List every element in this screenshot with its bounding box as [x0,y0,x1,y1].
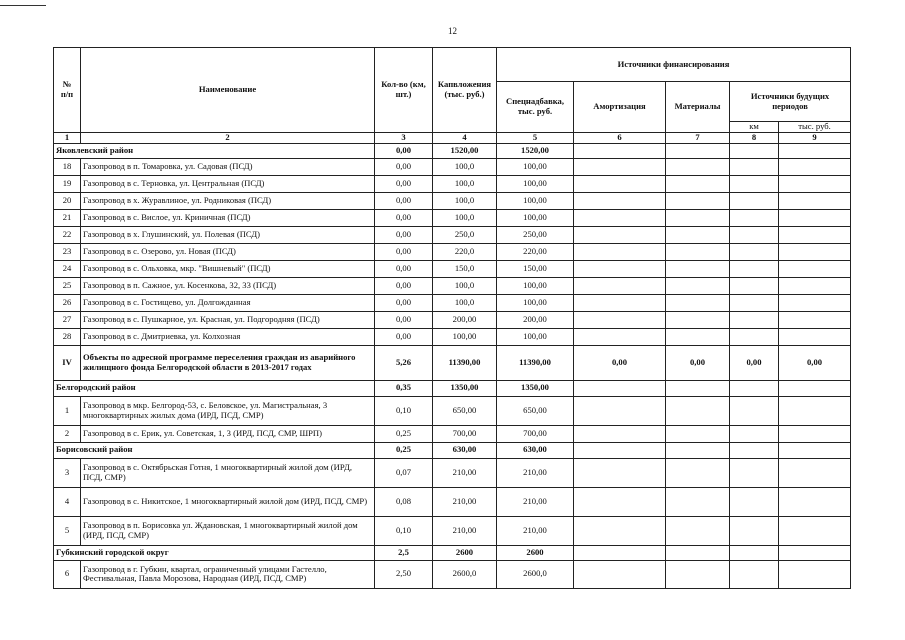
amort-cell [574,175,666,192]
table-row [54,277,851,294]
trub-cell [779,175,851,192]
materials-cell [666,516,730,545]
surcharge-cell: 100,00 [497,328,574,345]
qty-cell: 0,00 [375,175,433,192]
header-trub: тыс. руб. [779,122,851,133]
trub-cell [779,294,851,311]
km-cell [730,209,779,226]
surcharge-cell: 100,00 [497,209,574,226]
header-name: Наименование [81,48,375,133]
materials-cell [666,243,730,260]
surcharge-cell: 210,00 [497,458,574,487]
row-name: Газопровод в п. Томаровка, ул. Садовая (ПСД) [81,158,375,175]
row-name: Газопровод в с. Озерово, ул. Новая (ПСД) [81,243,375,260]
km-cell [730,277,779,294]
row-name: Газопровод в х. Журавлиное, ул. Родниковая (ПСД) [81,192,375,209]
materials-cell [666,458,730,487]
trub-cell [779,209,851,226]
trub-cell [779,243,851,260]
section-row [54,442,851,458]
row-number: 4 [54,487,81,516]
surcharge-cell: 250,00 [497,226,574,243]
section-row [54,380,851,396]
invest-cell: 2600 [433,545,497,560]
km-cell [730,294,779,311]
materials-cell [666,442,730,458]
surcharge-cell: 150,00 [497,260,574,277]
qty-cell: 0,10 [375,516,433,545]
trub-cell [779,143,851,158]
qty-cell: 5,26 [375,345,433,380]
trub-cell [779,516,851,545]
invest-cell: 250,0 [433,226,497,243]
row-name: Газопровод в мкр. Белгород-53, с. Беловское, ул. Магистральная, 3 многоквартирных жилых дома (ИРД, ПСД, СМР) [81,396,375,425]
table-row [54,243,851,260]
materials-cell [666,425,730,442]
trub-cell [779,560,851,588]
trub-cell [779,226,851,243]
qty-cell: 0,00 [375,277,433,294]
group-row [54,345,851,380]
materials-cell [666,277,730,294]
amort-cell [574,328,666,345]
materials-cell [666,311,730,328]
surcharge-cell: 210,00 [497,487,574,516]
section-row [54,545,851,560]
column-index: 2 [81,133,375,144]
page-number: 12 [448,26,457,36]
amort-cell [574,226,666,243]
km-cell [730,192,779,209]
column-index-row [54,133,851,144]
surcharge-cell: 100,00 [497,158,574,175]
column-index: 8 [730,133,779,144]
table-row [54,328,851,345]
column-index: 6 [574,133,666,144]
row-name: Газопровод в с. Ольховка, мкр. "Вишневый" (ПСД) [81,260,375,277]
surcharge-cell: 100,00 [497,294,574,311]
km-cell [730,328,779,345]
trub-cell [779,158,851,175]
invest-cell: 100,0 [433,277,497,294]
amort-cell [574,294,666,311]
materials-cell [666,560,730,588]
amort-cell [574,560,666,588]
amort-cell [574,158,666,175]
section-name: Яковлевский район [54,143,375,158]
table-row [54,516,851,545]
header-sources: Источники финансирования [497,48,851,82]
section-row [54,143,851,158]
table-row [54,158,851,175]
table-row [54,425,851,442]
materials-cell [666,175,730,192]
surcharge-cell: 700,00 [497,425,574,442]
qty-cell: 0,00 [375,328,433,345]
section-name: Губкинский городской округ [54,545,375,560]
qty-cell: 0,00 [375,294,433,311]
invest-cell: 1520,00 [433,143,497,158]
invest-cell: 100,0 [433,175,497,192]
amort-cell [574,311,666,328]
km-cell [730,560,779,588]
header-materials: Материалы [666,82,730,133]
surcharge-cell: 630,00 [497,442,574,458]
invest-cell: 11390,00 [433,345,497,380]
km-cell [730,396,779,425]
qty-cell: 0,10 [375,396,433,425]
materials-cell [666,209,730,226]
qty-cell: 0,00 [375,260,433,277]
amort-cell [574,380,666,396]
column-index: 1 [54,133,81,144]
row-number: 18 [54,158,81,175]
row-number: 21 [54,209,81,226]
row-number: 6 [54,560,81,588]
km-cell [730,425,779,442]
amort-cell [574,243,666,260]
qty-cell: 2,5 [375,545,433,560]
amort-cell [574,425,666,442]
amort-cell [574,487,666,516]
amort-cell [574,209,666,226]
surcharge-cell: 11390,00 [497,345,574,380]
invest-cell: 100,0 [433,192,497,209]
row-number: 3 [54,458,81,487]
row-name: Газопровод в с. Терновка, ул. Центральная (ПСД) [81,175,375,192]
trub-cell [779,311,851,328]
row-name: Объекты по адресной программе переселения граждан из аварийного жилищного фонда Белгородской области в 2013-2017 годах [81,345,375,380]
materials-cell [666,226,730,243]
table-row [54,396,851,425]
invest-cell: 150,0 [433,260,497,277]
table-row [54,175,851,192]
qty-cell: 0,00 [375,226,433,243]
materials-cell [666,143,730,158]
row-name: Газопровод в с. Дмитриевка, ул. Колхозная [81,328,375,345]
invest-cell: 210,00 [433,487,497,516]
surcharge-cell: 210,00 [497,516,574,545]
trub-cell [779,458,851,487]
km-cell [730,545,779,560]
row-name: Газопровод в с. Октябрьская Готня, 1 многоквартирный жилой дом (ИРД, ПСД, СМР) [81,458,375,487]
row-number: 25 [54,277,81,294]
materials-cell [666,260,730,277]
column-index: 4 [433,133,497,144]
km-cell [730,243,779,260]
surcharge-cell: 2600 [497,545,574,560]
row-name: Газопровод в г. Губкин, квартал, ограниченный улицами Гастелло, Фестивальная, Павла Морозова, Народная (ИРД, ПСД, СМР) [81,560,375,588]
row-number: 24 [54,260,81,277]
qty-cell: 0,00 [375,243,433,260]
row-number: 28 [54,328,81,345]
trub-cell [779,380,851,396]
trub-cell [779,328,851,345]
row-name: Газопровод в с. Вислое, ул. Криничная (ПСД) [81,209,375,226]
surcharge-cell: 220,00 [497,243,574,260]
row-number: 19 [54,175,81,192]
table-row [54,560,851,588]
table-row [54,209,851,226]
table-row [54,192,851,209]
qty-cell: 0,00 [375,192,433,209]
row-name: Газопровод в с. Никитское, 1 многоквартирный жилой дом (ИРД, ПСД, СМР) [81,487,375,516]
row-number: 23 [54,243,81,260]
invest-cell: 200,00 [433,311,497,328]
header-future-sources: Источники будущих периодов [730,82,851,122]
materials-cell [666,380,730,396]
qty-cell: 0,25 [375,425,433,442]
trub-cell [779,396,851,425]
km-cell [730,143,779,158]
trub-cell [779,277,851,294]
surcharge-cell: 1350,00 [497,380,574,396]
table-row [54,226,851,243]
materials-cell [666,487,730,516]
row-number: 26 [54,294,81,311]
amort-cell [574,442,666,458]
qty-cell: 0,00 [375,143,433,158]
invest-cell: 700,00 [433,425,497,442]
header-surcharge: Спецнадбавка, тыс. руб. [497,82,574,133]
trub-cell [779,260,851,277]
table-row [54,311,851,328]
row-name: Газопровод в п. Борисовка ул. Ждановская, 1 многоквартирный жилой дом (ИРД, ПСД, СМР) [81,516,375,545]
surcharge-cell: 100,00 [497,175,574,192]
qty-cell: 0,08 [375,487,433,516]
table-row [54,260,851,277]
row-name: Газопровод в с. Ерик, ул. Советская, 1, 3 (ИРД, ПСД, СМР, ШРП) [81,425,375,442]
invest-cell: 100,0 [433,158,497,175]
materials-cell [666,158,730,175]
surcharge-cell: 2600,0 [497,560,574,588]
surcharge-cell: 100,00 [497,192,574,209]
invest-cell: 210,00 [433,458,497,487]
materials-cell [666,396,730,425]
km-cell [730,226,779,243]
row-name: Газопровод в х. Глушинский, ул. Полевая (ПСД) [81,226,375,243]
materials-cell [666,545,730,560]
invest-cell: 2600,0 [433,560,497,588]
amort-cell [574,192,666,209]
qty-cell: 0,07 [375,458,433,487]
row-number: 2 [54,425,81,442]
surcharge-cell: 1520,00 [497,143,574,158]
column-index: 3 [375,133,433,144]
qty-cell: 0,00 [375,311,433,328]
qty-cell: 2,50 [375,560,433,588]
amort-cell [574,143,666,158]
row-name: Газопровод в с. Гостищево, ул. Долгожданная [81,294,375,311]
amort-cell [574,545,666,560]
km-cell [730,311,779,328]
header-qty: Кол-во (км, шт.) [375,48,433,133]
invest-cell: 100,0 [433,209,497,226]
row-number: 1 [54,396,81,425]
trub-cell [779,192,851,209]
row-number: 27 [54,311,81,328]
row-number: 20 [54,192,81,209]
km-cell [730,260,779,277]
trub-cell [779,425,851,442]
invest-cell: 630,00 [433,442,497,458]
materials-cell [666,192,730,209]
section-name: Белгородский район [54,380,375,396]
amort-cell [574,458,666,487]
row-name: Газопровод в с. Пушкарное, ул. Красная, ул. Подгородняя (ПСД) [81,311,375,328]
top-rule [0,5,46,6]
row-number: 22 [54,226,81,243]
amort-cell [574,516,666,545]
row-number: 5 [54,516,81,545]
surcharge-cell: 100,00 [497,277,574,294]
amort-cell [574,277,666,294]
invest-cell: 650,00 [433,396,497,425]
materials-cell: 0,00 [666,345,730,380]
row-number: IV [54,345,81,380]
invest-cell: 100,0 [433,294,497,311]
km-cell [730,458,779,487]
km-cell [730,175,779,192]
column-index: 9 [779,133,851,144]
amort-cell [574,260,666,277]
row-name: Газопровод в п. Сажное, ул. Косенкова, 32, 33 (ПСД) [81,277,375,294]
qty-cell: 0,00 [375,209,433,226]
table-row [54,487,851,516]
qty-cell: 0,00 [375,158,433,175]
invest-cell: 100,00 [433,328,497,345]
invest-cell: 220,0 [433,243,497,260]
km-cell [730,158,779,175]
qty-cell: 0,35 [375,380,433,396]
trub-cell [779,442,851,458]
invest-cell: 1350,00 [433,380,497,396]
surcharge-cell: 200,00 [497,311,574,328]
km-cell [730,380,779,396]
materials-cell [666,294,730,311]
km-cell [730,516,779,545]
column-index: 5 [497,133,574,144]
km-cell: 0,00 [730,345,779,380]
table-body [54,143,851,588]
km-cell [730,487,779,516]
section-name: Борисовский район [54,442,375,458]
table-row [54,294,851,311]
trub-cell [779,487,851,516]
trub-cell: 0,00 [779,345,851,380]
invest-cell: 210,00 [433,516,497,545]
column-index: 7 [666,133,730,144]
km-cell [730,442,779,458]
surcharge-cell: 650,00 [497,396,574,425]
table-row [54,458,851,487]
materials-cell [666,328,730,345]
financing-table [53,47,851,589]
header-invest: Капвложения (тыс. руб.) [433,48,497,133]
header-amortization: Амортизация [574,82,666,133]
qty-cell: 0,25 [375,442,433,458]
amort-cell: 0,00 [574,345,666,380]
amort-cell [574,396,666,425]
header-num: № п/п [54,48,81,133]
trub-cell [779,545,851,560]
header-km: км [730,122,779,133]
